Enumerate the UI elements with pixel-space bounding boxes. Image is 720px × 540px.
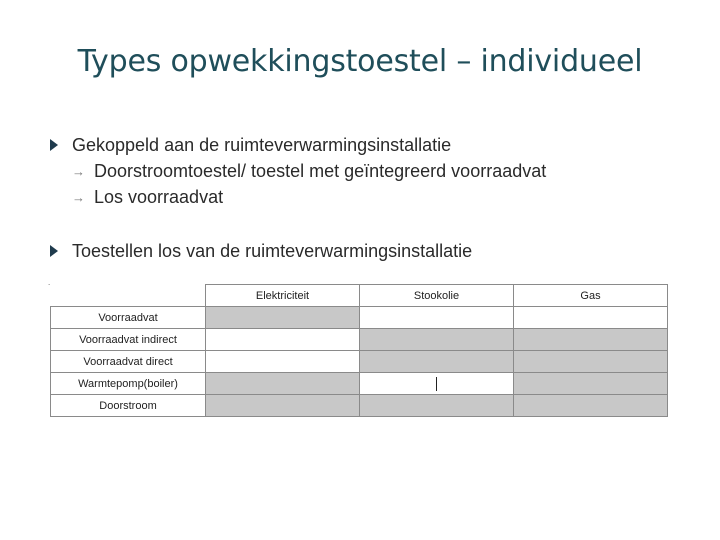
row-label: Voorraadvat direct (51, 351, 206, 373)
table-header-row (51, 285, 668, 307)
bullet-item (48, 238, 708, 264)
table-cell (514, 351, 668, 373)
table-cell (206, 395, 360, 417)
table-cell (360, 395, 514, 417)
table-cell (514, 329, 668, 351)
bullet-text: Gekoppeld aan de ruimteverwarmingsinstallatie (72, 134, 452, 155)
bullet-item (48, 132, 708, 158)
column-header: Gas (514, 285, 668, 307)
table-cell (514, 307, 668, 329)
bullet-list (48, 132, 708, 264)
table-cell (206, 351, 360, 373)
empty-corner-cell (51, 285, 206, 307)
table-cell (206, 307, 360, 329)
table-row (51, 373, 668, 395)
text-cursor-mark (436, 377, 437, 391)
column-header: Elektriciteit (206, 285, 360, 307)
table-cell (360, 373, 514, 395)
arrow-right-icon: → (72, 163, 85, 179)
sub-bullet-text: Doorstroomtoestel/ toestel met geïntegreerd voorraadvat (94, 160, 547, 181)
table-cell (206, 329, 360, 351)
table-cell (360, 329, 514, 351)
column-header: Stookolie (360, 285, 514, 307)
table-row (51, 351, 668, 373)
row-label: Doorstroom (51, 395, 206, 417)
table-cell (360, 351, 514, 373)
triangle-bullet-icon (50, 139, 58, 151)
arrow-right-icon: → (72, 189, 85, 205)
row-label: Warmtepomp(boiler) (51, 373, 206, 395)
triangle-bullet-icon (50, 245, 58, 257)
table-cell (360, 307, 514, 329)
appliance-table (50, 284, 668, 417)
bullet-text: Toestellen los van de ruimteverwarmingsinstallatie (72, 240, 473, 261)
sub-bullet-item (72, 158, 708, 184)
sub-bullet-item (72, 184, 708, 210)
row-label: Voorraadvat (51, 307, 206, 329)
table-cell (514, 395, 668, 417)
sub-bullet-text: Los voorraadvat (94, 186, 224, 207)
table-row (51, 329, 668, 351)
paragraph-mark: . (48, 278, 51, 287)
row-label: Voorraadvat indirect (51, 329, 206, 351)
page-title: Types opwekkingstoestel – individueel (77, 44, 643, 79)
table-cell (514, 373, 668, 395)
table-row (51, 395, 668, 417)
table-row (51, 307, 668, 329)
table-cell (206, 373, 360, 395)
